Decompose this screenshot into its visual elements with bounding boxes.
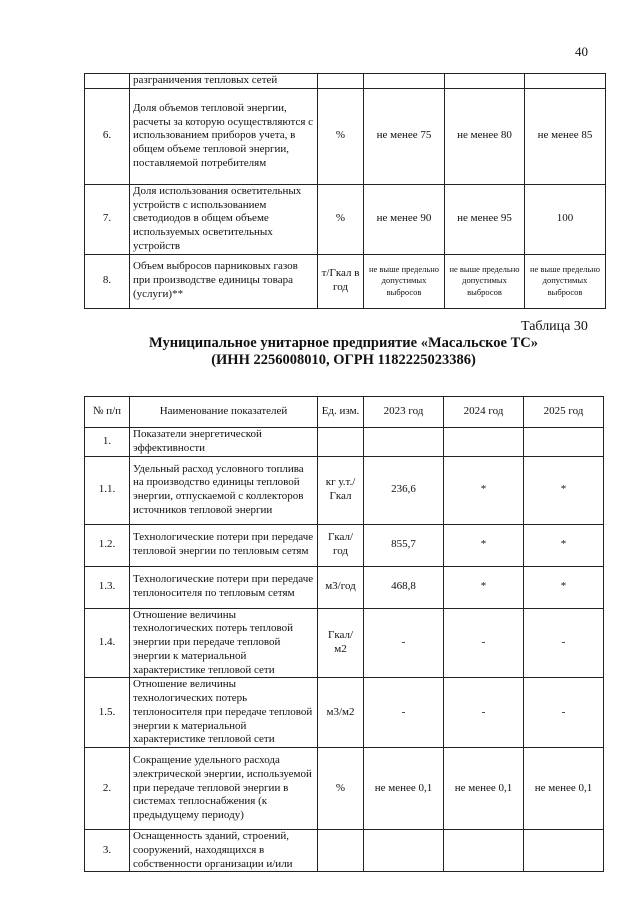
table-row <box>85 608 604 678</box>
column-header-unit: Ед. изм. <box>318 397 364 428</box>
value-2023: - <box>364 678 444 748</box>
row-number: 3. <box>85 830 130 872</box>
value-2024: - <box>444 678 524 748</box>
value-2025 <box>524 830 604 872</box>
table-row <box>85 456 604 524</box>
row-number: 1.1. <box>85 456 130 524</box>
table-header-row <box>85 397 604 428</box>
value-2025: * <box>524 566 604 608</box>
unit-cell: Гкал/ год <box>318 524 364 566</box>
indicator-name: Технологические потери при передаче тепловой энергии по тепловым сетям <box>130 524 318 566</box>
unit-cell: кг у.т./ Гкал <box>318 456 364 524</box>
table-row <box>85 524 604 566</box>
value-2023: 236,6 <box>364 456 444 524</box>
value-2024 <box>445 74 525 89</box>
indicator-name: Объем выбросов парниковых газов при производстве единицы товара (услуги)** <box>130 254 318 308</box>
unit-cell: % <box>318 184 364 254</box>
value-2023: не менее 75 <box>364 88 445 184</box>
table-row <box>85 566 604 608</box>
value-2023: не менее 0,1 <box>364 748 444 830</box>
page-number: 40 <box>575 44 588 59</box>
indicator-name: Доля объемов тепловой энергии, расчеты за которую осуществляются с использованием приборов учета, в общем объеме тепловой энергии, поставляемой потребителям <box>130 88 318 184</box>
organization-registration: (ИНН 2256008010, ОГРН 1182225023386) <box>211 352 476 368</box>
table-row <box>85 678 604 748</box>
unit-cell <box>318 830 364 872</box>
row-number <box>85 74 130 89</box>
unit-cell: м3/м2 <box>318 678 364 748</box>
column-header-number: № п/п <box>85 397 130 428</box>
organization-name: Муниципальное унитарное предприятие «Масальское ТС» <box>148 335 539 351</box>
value-2024: * <box>444 524 524 566</box>
indicator-name: разграничения тепловых сетей <box>130 74 318 89</box>
value-2025: * <box>524 524 604 566</box>
value-2024: - <box>444 608 524 678</box>
unit-cell <box>318 74 364 89</box>
value-2024: не менее 95 <box>445 184 525 254</box>
value-2024: не менее 0,1 <box>444 748 524 830</box>
column-header-2024: 2024 год <box>444 397 524 428</box>
value-2023 <box>364 428 444 457</box>
value-2023 <box>364 830 444 872</box>
value-2023 <box>364 74 445 89</box>
row-number: 8. <box>85 254 130 308</box>
row-number: 1. <box>85 428 130 457</box>
table-row <box>85 74 606 89</box>
table-row <box>85 428 604 457</box>
indicators-table <box>84 396 604 872</box>
value-2023: не менее 90 <box>364 184 445 254</box>
row-number: 2. <box>85 748 130 830</box>
unit-cell <box>318 428 364 457</box>
indicator-name: Удельный расход условного топлива на производство единицы тепловой энергии, отпускаемой с коллекторов источников тепловой энергии <box>130 456 318 524</box>
table-row <box>85 748 604 830</box>
table-row <box>85 88 606 184</box>
value-2025: не менее 85 <box>525 88 606 184</box>
column-header-2025: 2025 год <box>524 397 604 428</box>
organization-title <box>84 335 603 369</box>
indicator-name: Показатели энергетической эффективности <box>130 428 318 457</box>
value-2025: - <box>524 608 604 678</box>
value-2024 <box>444 830 524 872</box>
table-row <box>85 254 606 308</box>
value-2025: - <box>524 678 604 748</box>
value-2023: не выше предельно допустимых выбросов <box>364 254 445 308</box>
value-2024: * <box>444 456 524 524</box>
row-number: 1.4. <box>85 608 130 678</box>
row-number: 6. <box>85 88 130 184</box>
value-2025 <box>525 74 606 89</box>
row-number: 1.5. <box>85 678 130 748</box>
table-caption: Таблица 30 <box>521 319 588 334</box>
value-2024: не выше предельно допустимых выбросов <box>445 254 525 308</box>
table-row <box>85 184 606 254</box>
value-2024: не менее 80 <box>445 88 525 184</box>
indicator-name: Доля использования осветительных устройств с использованием светодиодов в общем объеме используемых осветительных устройств <box>130 184 318 254</box>
column-header-2023: 2023 год <box>364 397 444 428</box>
indicator-name: Технологические потери при передаче теплоносителя по тепловым сетям <box>130 566 318 608</box>
unit-cell: Гкал/ м2 <box>318 608 364 678</box>
value-2025: не менее 0,1 <box>524 748 604 830</box>
column-header-name: Наименование показателей <box>130 397 318 428</box>
row-number: 1.3. <box>85 566 130 608</box>
value-2024 <box>444 428 524 457</box>
indicator-name: Сокращение удельного расхода электрической энергии, используемой при передаче тепловой энергии в системах теплоснабжения (к предыдущему периоду) <box>130 748 318 830</box>
value-2025 <box>524 428 604 457</box>
value-2023: - <box>364 608 444 678</box>
unit-cell: % <box>318 748 364 830</box>
value-2024: * <box>444 566 524 608</box>
unit-cell: м3/год <box>318 566 364 608</box>
indicator-name: Оснащенность зданий, строений, сооружений, находящихся в собственности организации и/или <box>130 830 318 872</box>
row-number: 1.2. <box>85 524 130 566</box>
row-number: 7. <box>85 184 130 254</box>
unit-cell: % <box>318 88 364 184</box>
indicator-name: Отношение величины технологических потерь теплоносителя при передаче тепловой энергии к материальной характеристике тепловой сети <box>130 678 318 748</box>
value-2023: 855,7 <box>364 524 444 566</box>
table-row <box>85 830 604 872</box>
indicator-name: Отношение величины технологических потерь тепловой энергии при передаче тепловой энергии к материальной характеристике тепловой сети <box>130 608 318 678</box>
continued-indicators-table <box>84 73 606 309</box>
value-2025: 100 <box>525 184 606 254</box>
unit-cell: т/Гкал в год <box>318 254 364 308</box>
value-2025: не выше предельно допустимых выбросов <box>525 254 606 308</box>
value-2023: 468,8 <box>364 566 444 608</box>
value-2025: * <box>524 456 604 524</box>
